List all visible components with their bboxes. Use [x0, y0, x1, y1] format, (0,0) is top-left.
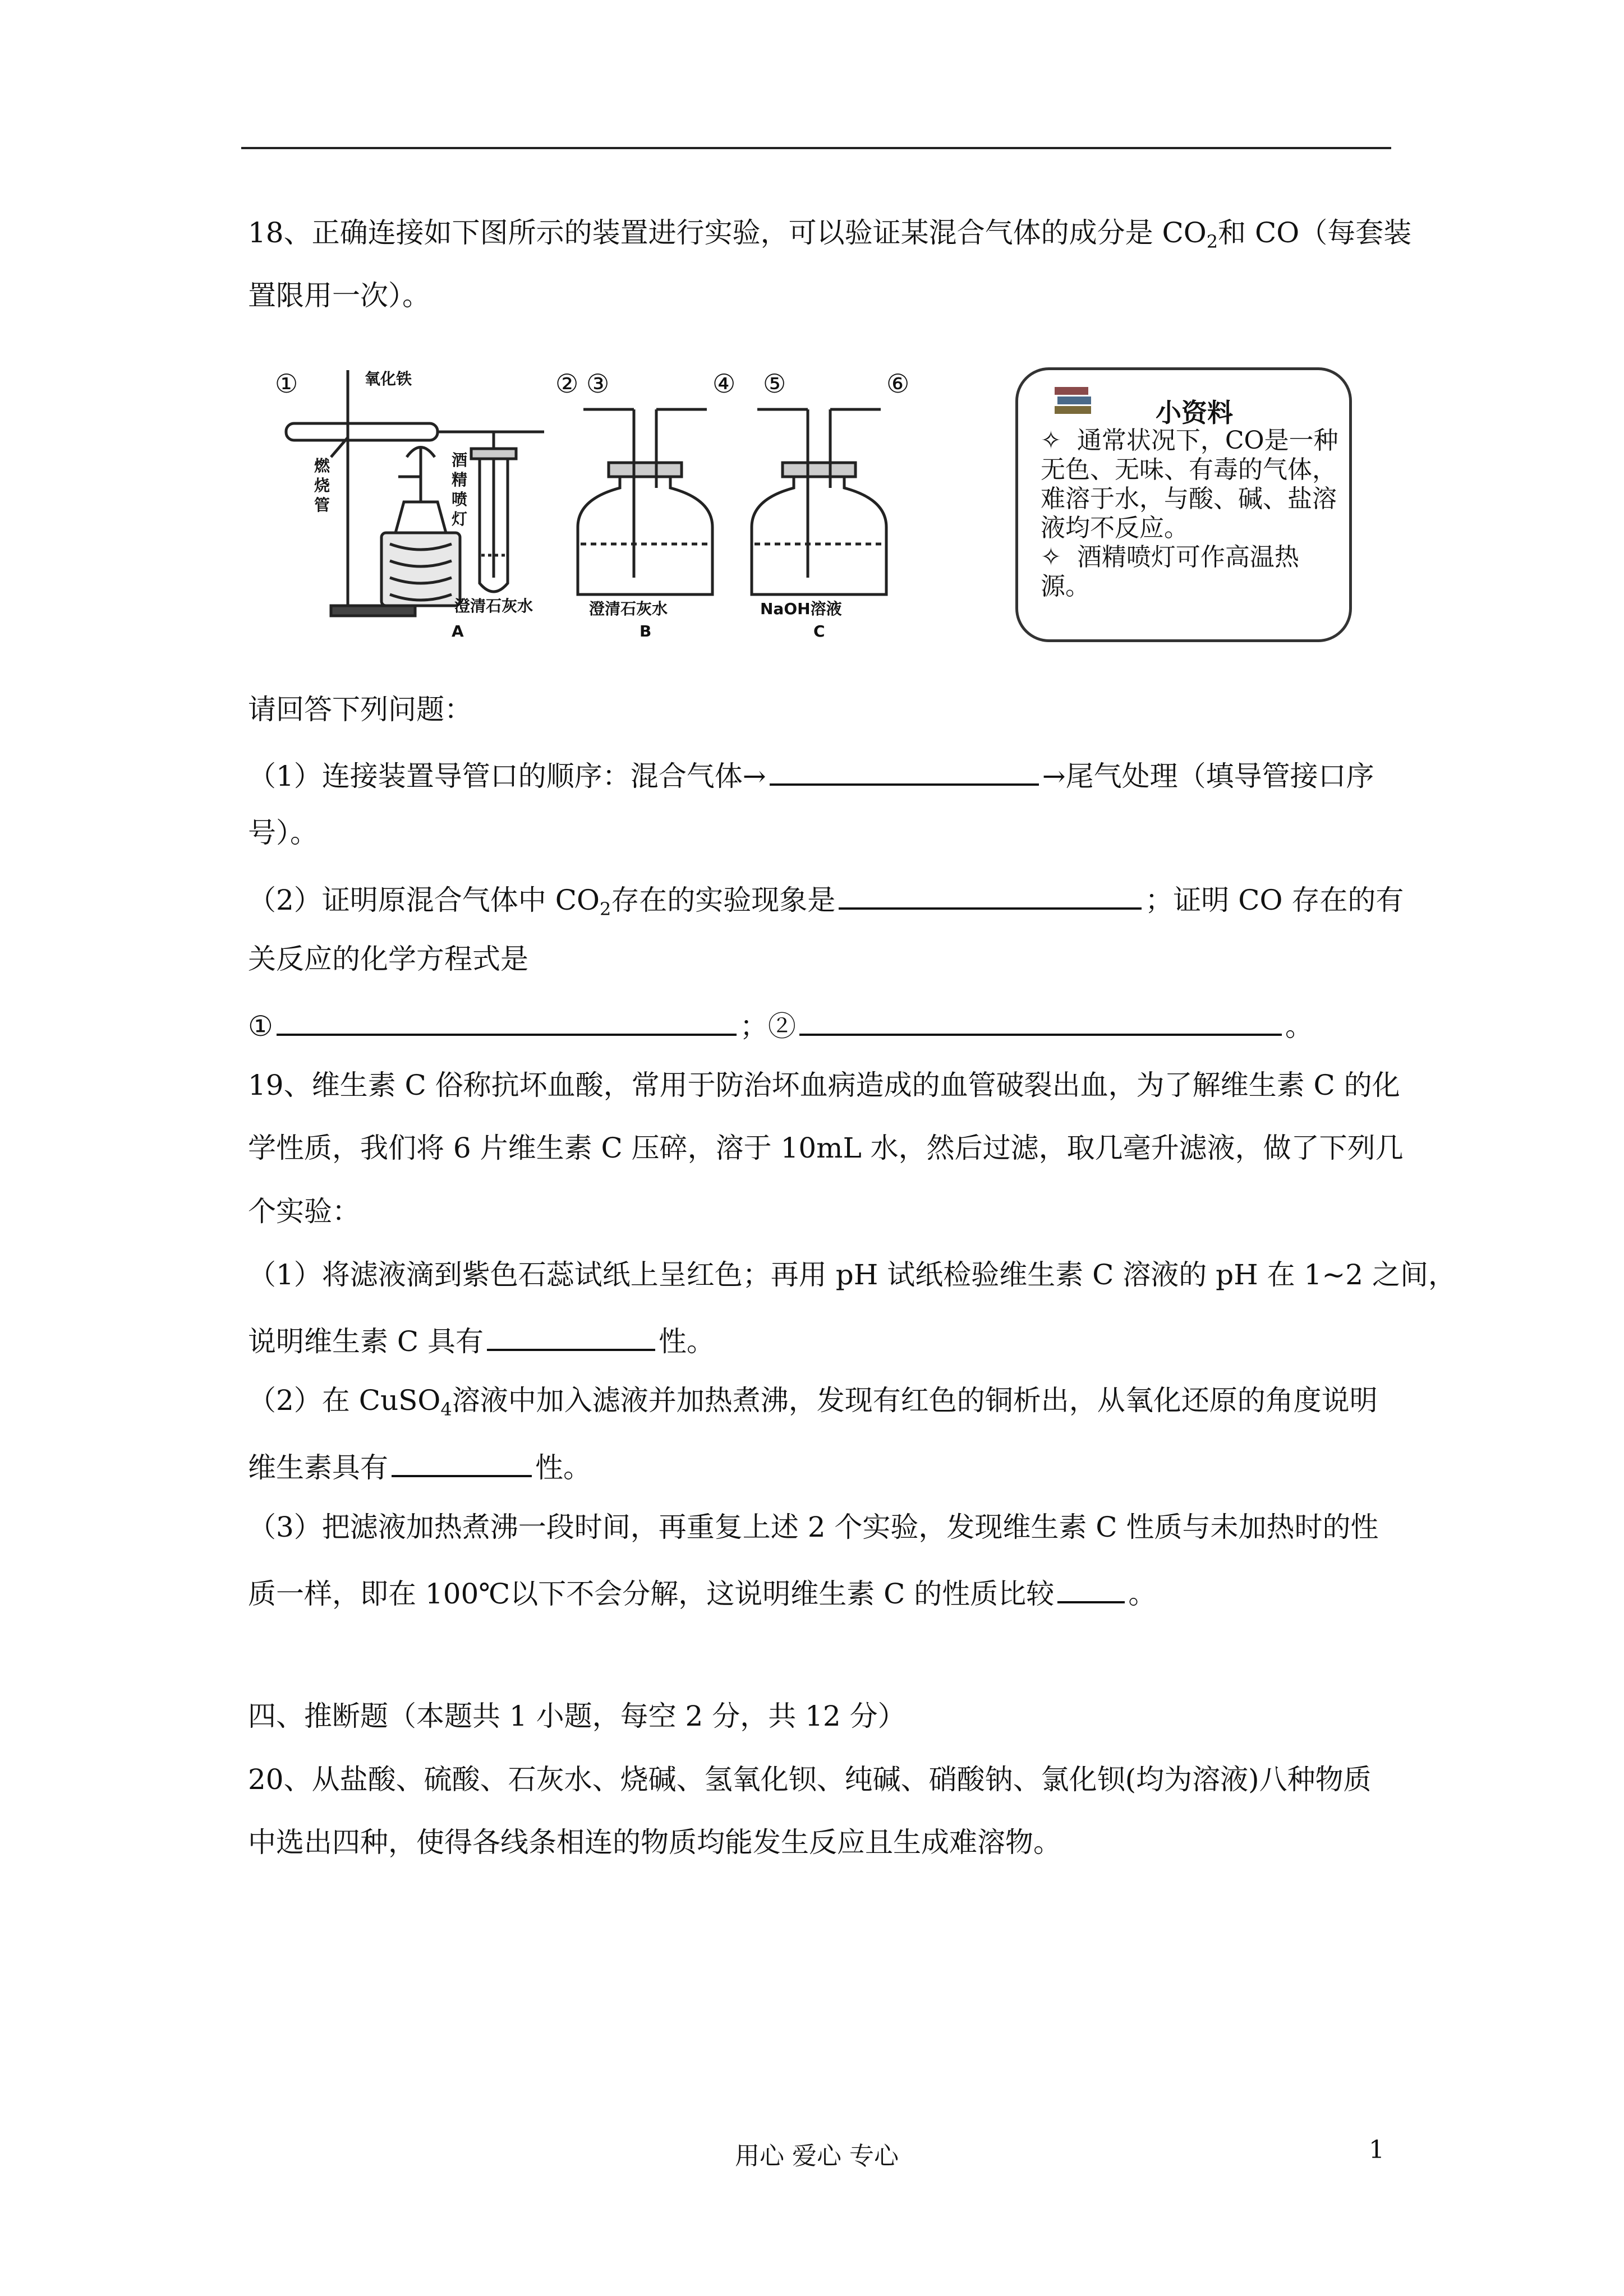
- header-rule: [241, 147, 1391, 149]
- port-3-label: ③: [586, 368, 610, 399]
- q19-line2: 学性质，我们将 6 片维生素 C 压碎，溶于 10mL 水，然后过滤，取几毫升滤液，做了下列几: [248, 1132, 1404, 1164]
- q19-part1: （1）将滤液滴到紫色石蕊试纸上呈红色；再用 pH 试纸检验维生素 C 溶液的 pH 在 1~2 之间，: [248, 1258, 1456, 1291]
- q19-part3: （3）把滤液加热煮沸一段时间，再重复上述 2 个实验，发现维生素 C 性质与未加热时的性: [248, 1511, 1379, 1543]
- page-number: 1: [1369, 2136, 1384, 2164]
- q18-part1-cont: 号）。: [248, 817, 318, 849]
- caption-c: NaOH溶液: [760, 600, 842, 618]
- port-2-label: ②: [555, 368, 579, 399]
- q18-line1: 18、正确连接如下图所示的装置进行实验，可以验证某混合气体的成分是 $CO_2$和 CO（每套装: [248, 216, 1412, 252]
- port-5-label: ⑤: [763, 368, 786, 399]
- q20-line1: 20、从盐酸、硫酸、石灰水、烧碱、氢氧化钡、纯碱、硝酸钠、氯化钡(均为溶液)八种物质: [248, 1763, 1372, 1796]
- q19-line1: 19、维生素 C 俗称抗坏血酸，常用于防治坏血病造成的血管破裂出血，为了解维生素 C 的化: [248, 1069, 1400, 1101]
- stopper-a: [471, 449, 516, 459]
- note-title: 小资料: [1156, 398, 1233, 428]
- answer-blank[interactable]: [392, 1447, 532, 1477]
- q18-part1: （1）连接装置导管口的顺序：混合气体→ →尾气处理（填导管接口序: [248, 755, 1374, 793]
- bottle-b: [578, 471, 712, 594]
- q19-part1-cont: 说明维生素 C 具有 性。: [248, 1321, 715, 1358]
- stand-base: [331, 606, 415, 616]
- q19-part2-cont: 维生素具有 性。: [248, 1447, 591, 1484]
- bottle-c: [752, 471, 886, 594]
- port-4-label: ④: [712, 368, 736, 399]
- equation-blank-2[interactable]: [799, 1006, 1282, 1036]
- combustion-tube: [286, 423, 438, 440]
- tube-label-2: 烧: [314, 476, 330, 495]
- answer-blank[interactable]: [770, 755, 1039, 786]
- stopper-c: [783, 463, 855, 477]
- reference-note-box: [1015, 367, 1352, 642]
- lamp-top: [395, 502, 446, 533]
- q19-part3-cont: 质一样，即在 100℃以下不会分解，这说明维生素 C 的性质比较 。: [248, 1573, 1156, 1611]
- answer-blank[interactable]: [1057, 1573, 1125, 1603]
- q18-part2-cont: 关反应的化学方程式是: [248, 943, 528, 975]
- tube-label-1: 燃: [314, 457, 330, 475]
- lamp-label-3: 喷: [452, 490, 468, 509]
- lamp-label-1: 酒: [452, 451, 468, 469]
- q20-line2: 中选出四种，使得各线条相连的物质均能发生反应且生成难溶物。: [248, 1826, 1061, 1859]
- answer-blank[interactable]: [839, 879, 1142, 910]
- q18-part2: （2）证明原混合气体中 $CO_2$存在的实验现象是 ；证明 CO 存在的有: [248, 879, 1404, 917]
- port-6-label: ⑥: [886, 368, 910, 399]
- section4-title: 四、推断题（本题共 1 小题，每空 2 分，共 12 分）: [248, 1700, 906, 1732]
- footer-motto: 用心 爱心 专心: [735, 2142, 899, 2170]
- letter-c: C: [813, 622, 825, 640]
- books-icon: [1052, 384, 1097, 418]
- note-body: ✧ 通常状况下，CO是一种无色、无味、有毒的气体，难溶于水，与酸、碱、盐溶液均不反应。 ✧ 酒精喷灯可作高温热源。: [1041, 426, 1338, 601]
- port-1-label: ①: [275, 368, 298, 399]
- lamp-label-2: 精: [452, 471, 468, 489]
- q18-ask: 请回答下列问题：: [248, 693, 472, 726]
- letter-a: A: [452, 622, 464, 640]
- iron-oxide-label: 氧化铁: [365, 370, 412, 388]
- q18-line2: 置限用一次）。: [248, 279, 430, 312]
- tube-label-3: 管: [314, 496, 330, 514]
- letter-b: B: [640, 622, 652, 640]
- stopper-b: [609, 463, 682, 477]
- lamp-label-4: 灯: [452, 510, 468, 528]
- q19-line3: 个实验：: [248, 1195, 360, 1228]
- answer-blank[interactable]: [487, 1321, 655, 1351]
- q19-part2: （2）在 CuSO$_4$溶液中加入滤液并加热煮沸，发现有红色的铜析出，从氧化还原的角度说明: [248, 1384, 1378, 1420]
- caption-a: 澄清石灰水: [454, 597, 533, 615]
- apparatus-diagram: [269, 359, 999, 651]
- caption-b: 澄清石灰水: [589, 600, 668, 618]
- equation-blank-1[interactable]: [277, 1006, 737, 1036]
- q18-equations: ① ；② 。: [248, 1006, 1313, 1043]
